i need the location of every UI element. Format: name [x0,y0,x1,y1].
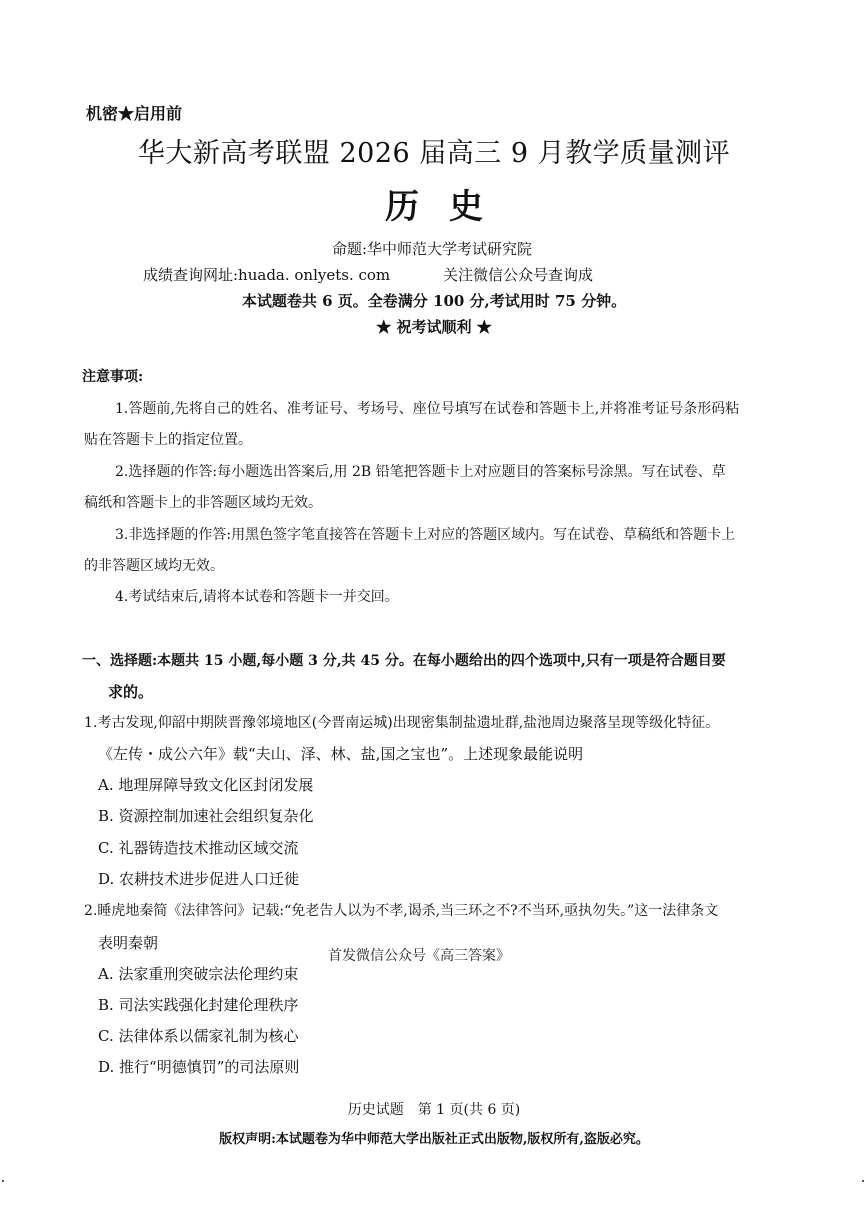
confidential-label: 机密★启用前 [86,104,183,123]
notice-line: 4.考试结束后,请将本试卷和答题卡一并交回。 [115,589,399,605]
question-2-option-d: D. 推行“明德慎罚”的司法原则 [98,1058,300,1076]
watermark-text: 首发微信公众号《高三答案》 [328,948,510,964]
scan-speck [2,1180,4,1182]
copyright-notice: 版权声明:本试题卷为华中师范大学出版社正式出版物,版权所有,盗版必究。 [219,1132,649,1147]
scan-speck [862,1180,864,1182]
question-2-stem-cont: 表明秦朝 [98,934,159,952]
notice-line: 1.答题前,先将自己的姓名、准考证号、考场号、座位号填写在试卷和答题卡上,并将准考证号条形码粘 [115,401,740,417]
author-line: 命题:华中师范大学考试研究院 [332,240,533,258]
question-2-stem: 2.睡虎地秦简《法律答问》记载:“免老告人以为不孝,谒杀,当三环之不?不当环,亟执勿失。”这一法律条文 [84,903,719,919]
page-footer: 历史试题 第 1 页(共 6 页) [347,1102,521,1118]
question-1-option-d: D. 农耕技术进步促进人口迁徙 [98,870,300,888]
question-2-option-c: C. 法律体系以儒家礼制为核心 [98,1027,299,1045]
question-1-stem-cont: 《左传・成公六年》载“夫山、泽、林、盐,国之宝也”。上述现象最能说明 [98,745,584,763]
notice-line: 稿纸和答题卡上的非答题区域均无效。 [84,495,322,511]
exam-title: 华大新高考联盟 2026 届高三 9 月教学质量测评 [137,138,731,169]
notice-heading: 注意事项: [82,369,144,385]
question-1-option-c: C. 礼器铸造技术推动区域交流 [98,839,299,857]
good-luck-line: ★ 祝考试顺利 ★ [376,318,492,336]
question-1-option-b: B. 资源控制加速社会组织复杂化 [98,807,314,825]
section-heading: 一、选择题:本题共 15 小题,每小题 3 分,共 45 分。在每小题给出的四个选项中,只有一项是符合题目要 [82,653,726,669]
wechat-notice: 关注微信公众号查询成 [443,266,594,284]
query-site: 成绩查询网址:huada. onlyets. com [143,266,391,284]
notice-line: 贴在答题卡上的指定位置。 [84,432,252,448]
question-1-stem: 1.考古发现,仰韶中期陕晋豫邻境地区(今晋南运城)出现密集制盐遗址群,盐池周边聚落呈现等级化特征。 [84,715,720,731]
question-2-option-b: B. 司法实践强化封建伦理秩序 [98,996,299,1014]
question-1-option-a: A. 地理屏障导致文化区封闭发展 [98,776,314,794]
notice-line: 的非答题区域均无效。 [84,558,224,574]
notice-line: 2.选择题的作答:每小题选出答案后,用 2B 铅笔把答题卡上对应题目的答案标号涂黑。写在试卷、草 [115,464,726,480]
question-2-option-a: A. 法家重刑突破宗法伦理约束 [98,965,299,983]
section-heading-cont: 求的。 [108,683,154,701]
notice-line: 3.非选择题的作答:用黑色签字笔直接答在答题卡上对应的答题区域内。写在试卷、草稿纸和答题卡上 [115,527,736,543]
subject-title: 历史 [385,187,513,227]
exam-info: 本试题卷共 6 页。全卷满分 100 分,考试用时 75 分钟。 [241,292,627,310]
